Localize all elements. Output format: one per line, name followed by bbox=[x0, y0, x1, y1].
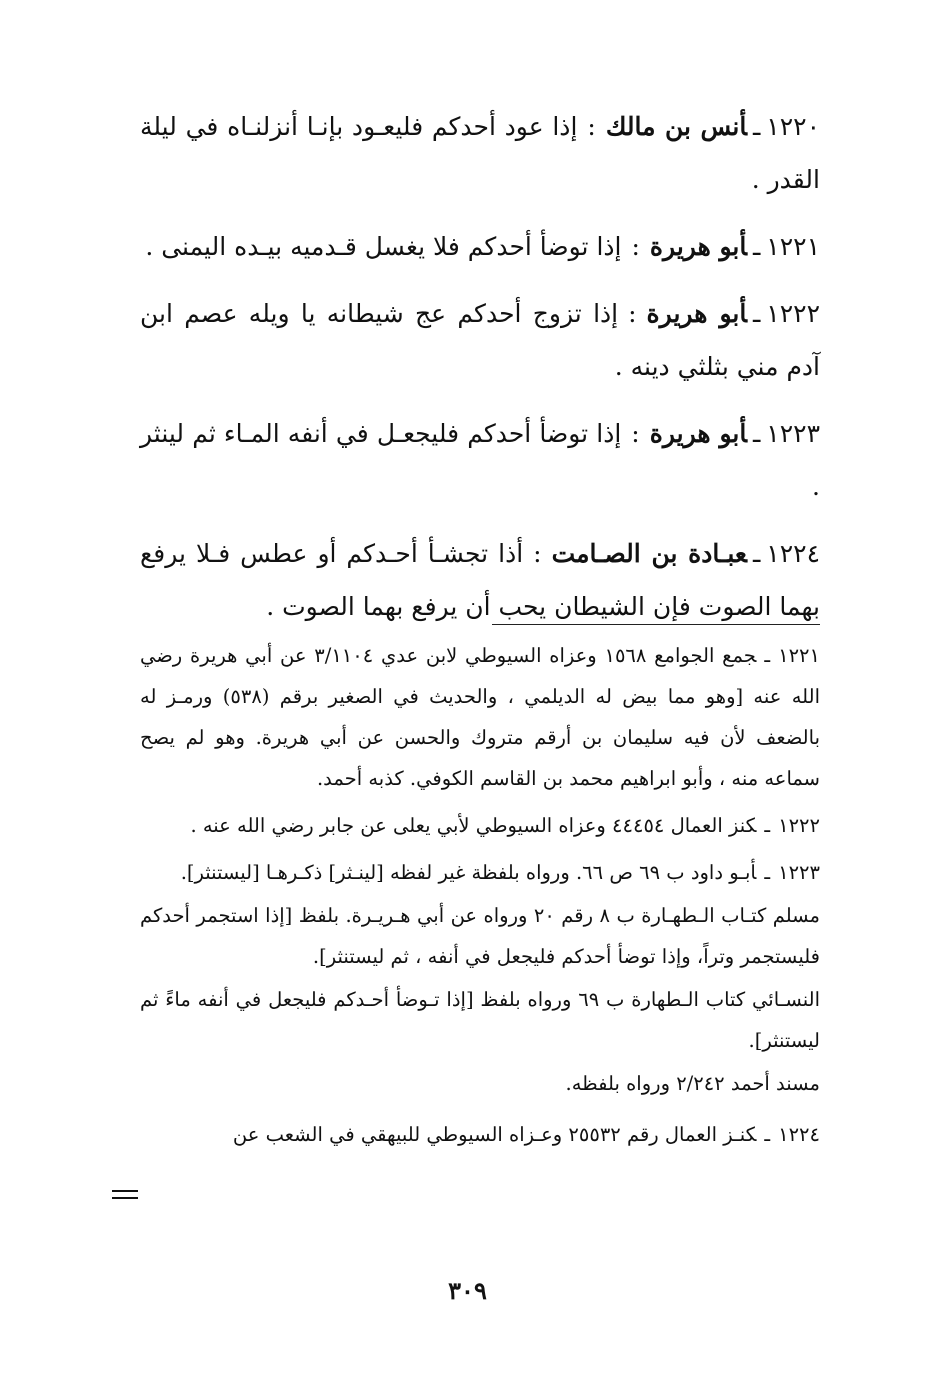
continuation-line bbox=[112, 1190, 138, 1192]
hadith-text: أذا تجشـأ أحـدكم أو عطس فـلا يرفع بهما الصوت فإن الشيطان يحب أن يرفع بهما الصوت . bbox=[140, 539, 820, 621]
hadith-number: ١٢٢٢ bbox=[766, 299, 820, 328]
hadith-dash: ـ bbox=[752, 112, 761, 141]
hadith-narrator: أنس بن مالك bbox=[605, 112, 747, 141]
hadith-entry bbox=[140, 287, 820, 393]
footnote-number: ١٢٢٣ bbox=[778, 861, 820, 884]
hadith-colon: : bbox=[631, 419, 640, 448]
hadith-list bbox=[140, 100, 820, 647]
footnote-number: ١٢٢١ bbox=[778, 644, 821, 667]
hadith-dash: ـ bbox=[752, 232, 761, 261]
hadith-number: ١٢٢٠ bbox=[766, 112, 820, 141]
hadith-dash: ـ bbox=[752, 539, 761, 568]
footnote-text: كنز العمال ٤٤٤٥٤ وعزاه السيوطي لأبي يعلى عن جابر رضي الله عنه . bbox=[190, 814, 757, 837]
hadith-colon: : bbox=[631, 232, 640, 261]
hadith-text: إذا توضأ أحدكم فليجعـل في أنفه المـاء ثم لينثر . bbox=[140, 419, 820, 501]
hadith-text: إذا تزوج أحدكم عج شيطانه يا ويله عصم ابن آدم مني بثلثي دينه . bbox=[140, 299, 820, 381]
footnotes bbox=[140, 635, 820, 1161]
footnote-dash: ـ bbox=[764, 814, 771, 837]
hadith-narrator: أبو هريرة bbox=[646, 299, 747, 328]
footnote-number: ١٢٢٤ bbox=[778, 1123, 820, 1146]
footnote-number: ١٢٢٢ bbox=[778, 814, 820, 837]
footnote bbox=[140, 805, 820, 846]
footnote bbox=[140, 635, 820, 799]
hadith-entry bbox=[140, 527, 820, 633]
hadith-narrator: أبو هريرة bbox=[649, 232, 747, 261]
footnote-text: كنـز العمال رقم ٢٥٥٣٢ وعـزاه السيوطي للبيهقي في الشعب عن bbox=[232, 1123, 757, 1146]
hadith-narrator: أبو هريرة bbox=[649, 419, 747, 448]
hadith-text: إذا توضأ أحدكم فلا يغسل قـدميه بيـده اليمنى . bbox=[145, 232, 622, 261]
footnote-continuation: مسند أحمد ٢/٢٤٢ ورواه بلفظه. bbox=[565, 1072, 820, 1095]
hadith-number: ١٢٢٣ bbox=[766, 419, 821, 448]
footnote-dash: ـ bbox=[764, 1123, 771, 1146]
footnote-continuation: مسلم كتـاب الـطهـارة ب ٨ رقم ٢٠ ورواه عن أبي هـريـرة. بلفظ [إذا استجمر أحدكم فليستجمر وتراً، وإذا توضأ أحدكم فليجعل في أنفه ، ثم ليستنثر]. bbox=[140, 904, 821, 968]
hadith-colon: : bbox=[628, 299, 637, 328]
footnote bbox=[140, 852, 820, 893]
footnote-separator bbox=[492, 624, 820, 625]
hadith-narrator: عبـادة بن الصـامت bbox=[551, 539, 747, 568]
hadith-dash: ـ bbox=[752, 299, 761, 328]
hadith-entry bbox=[140, 220, 820, 273]
footnote-text: أبـو داود ب ٦٩ ص ٦٦. ورواه بلفظة غير لفظه [لينـثر] ذكـرهـا [ليستنثر]. bbox=[180, 861, 757, 884]
page-number: ٣٠٩ bbox=[448, 1276, 487, 1305]
footnote-dash: ـ bbox=[764, 861, 771, 884]
hadith-text: إذا عود أحدكم فليعـود بإنـا أنزلنـاه في ليلة القدر . bbox=[140, 112, 820, 194]
continuation-line bbox=[112, 1197, 138, 1199]
hadith-entry bbox=[140, 100, 820, 206]
footnote-text: جمع الجوامع ١٥٦٨ وعزاه السيوطي لابن عدي ٣/١١٠٤ عن أبي هريرة رضي الله عنه [وهو مما بيض له الديلمي ، والحديث في الصغير برقم (٥٣٨) ورمـز له بالضعف لأن فيه سليمان بن أرقم متروك والحسن عن أبي هريرة. وهو لم يصح سماعه منه ، وأبو ابراهيم محمد بن القاسم الكوفي. كذبه أحمد. bbox=[140, 644, 820, 790]
footnote-dash: ـ bbox=[764, 644, 771, 667]
footnote-continuation: النسـائي كتاب الـطهارة ب ٦٩ ورواه بلفظ [إذا تـوضأ أحـدكم فليجعل في أنفه ماءً ثم ليستنثر]. bbox=[140, 988, 820, 1052]
hadith-colon: : bbox=[533, 539, 542, 568]
hadith-dash: ـ bbox=[752, 419, 761, 448]
hadith-number: ١٢٢١ bbox=[766, 232, 820, 261]
hadith-entry bbox=[140, 407, 820, 513]
hadith-colon: : bbox=[587, 112, 596, 141]
footnote bbox=[140, 1114, 820, 1155]
continuation-mark bbox=[112, 1190, 138, 1202]
hadith-number: ١٢٢٤ bbox=[766, 539, 821, 568]
